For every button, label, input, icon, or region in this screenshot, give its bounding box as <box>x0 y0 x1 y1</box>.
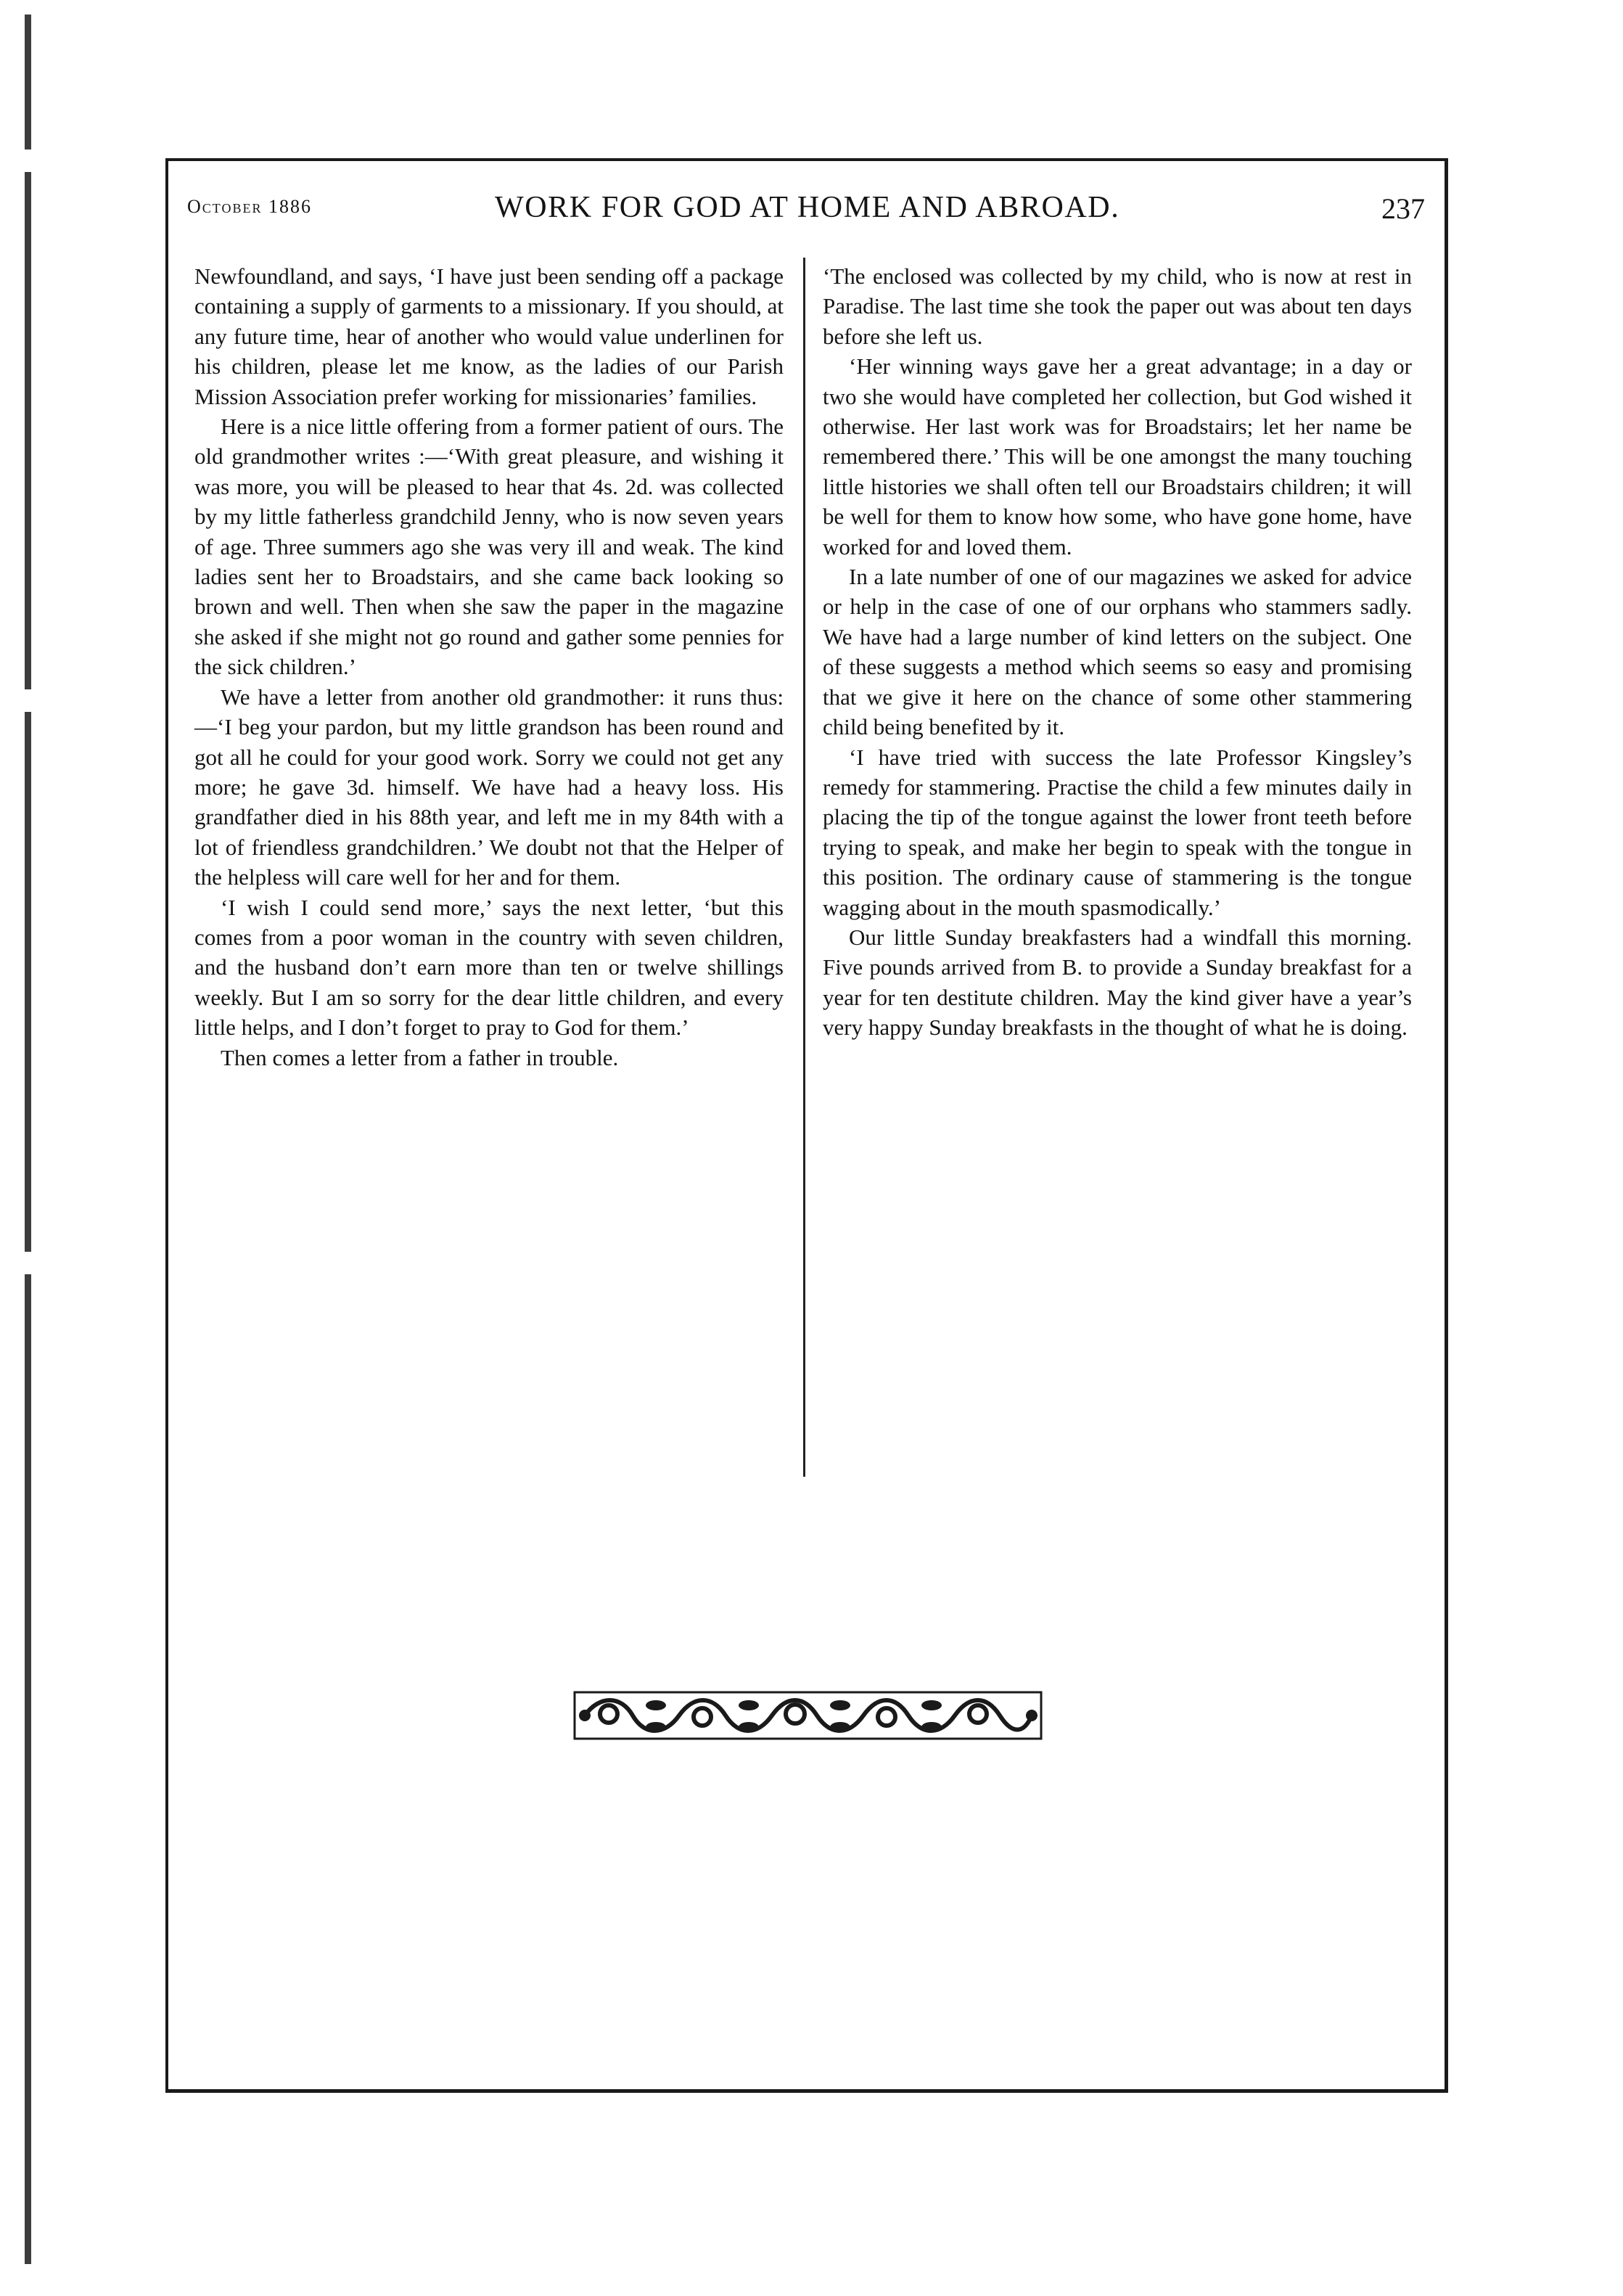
paragraph: Then comes a letter from a father in trouble. <box>221 1044 619 1070</box>
running-header <box>187 190 1425 244</box>
binding-edge-rule <box>25 15 31 2264</box>
header-title: WORK FOR GOD AT HOME AND ABROAD. <box>495 191 1120 224</box>
paragraph: Newfoundland, and says, ‘I have just been sending off a package containing a supply of garments to a missionary. If you should, at any future time, hear of another who would value underlinen for his children, please let me know, as the ladies of our Parish Mission Association prefer working for missionaries’ families. <box>194 263 784 409</box>
paragraph: In a late number of one of our magazines we asked for advice or help in the case of one of our orphans who stammers sadly. We have had a large number of kind letters on the subject. One of these suggests a method which seems so easy and promising that we give it here on the chance of some other stammering child being benefited by it. <box>823 564 1412 740</box>
paragraph: ‘I have tried with success the late Professor Kingsley’s remedy for stammering. Practise the child a few minutes daily in placing the tip of the tongue against the lower front teeth before trying to speak, and make her begin to speak with the tongue in this position. The ordinary cause of stammering is the tongue wagging about in the mouth spasmodically.’ <box>823 744 1412 920</box>
left-column <box>194 261 784 1073</box>
paragraph: ‘The enclosed was collected by my child, who is now at rest in Paradise. The last time she took the paper out was about ten days before she left us. <box>823 263 1412 349</box>
paragraph: We have a letter from another old grandmother: it runs thus:—‘I beg your pardon, but my little grandson has been round and got all he could for your good work. Sorry we could not get any more; he gave 3d. himself. We have had a heavy loss. His grandfather died in his 88th year, and left me in my 84th with a lot of friendless grandchildren.’ We doubt not that the Helper of the helpless will care well for her and for them. <box>194 684 784 890</box>
paragraph: Our little Sunday breakfasters had a windfall this morning. Five pounds arrived from B. to provide a Sunday breakfast for a year for ten destitute children. May the kind giver have a year’s very happy Sunday breakfasts in the thought of what he is doing. <box>823 924 1412 1041</box>
paragraph: Here is a nice little offering from a former patient of ours. The old grandmother writes :—‘With great pleasure, and wishing it was more, you will be pleased to hear that 4s. 2d. was collected by my little fatherless grandchild Jenny, who is now seven years of age. Three summers ago she was very ill and weak. The kind ladies sent her to Broadstairs, and she came back looking so brown and well. Then when she saw the paper in the magazine she asked if she might not go round and gather some pennies for the sick children.’ <box>194 414 784 680</box>
paragraph: ‘I wish I could send more,’ says the next letter, ‘but this comes from a poor woman in the country with seven children, and the husband don’t earn more than ten or twelve shillings weekly. But I am so sorry for the dear little children, and every little helps, and I don’t forget to pray to God for them.’ <box>194 894 784 1041</box>
page-number: 237 <box>1381 192 1425 225</box>
header-date: October 1886 <box>187 196 312 217</box>
column-divider <box>803 258 805 1477</box>
floral-tailpiece-ornament-icon <box>570 1685 1045 1746</box>
paragraph: ‘Her winning ways gave her a great advantage; in a day or two she would have completed her collection, but God wished it otherwise. Her last work was for Broadstairs; let her name be remembered there.’ This will be one amongst the many touching little histories we shall often tell our Broadstairs children; it will be well for them to know how some, who have gone home, have worked for and loved them. <box>823 353 1412 559</box>
right-column <box>823 261 1412 1043</box>
